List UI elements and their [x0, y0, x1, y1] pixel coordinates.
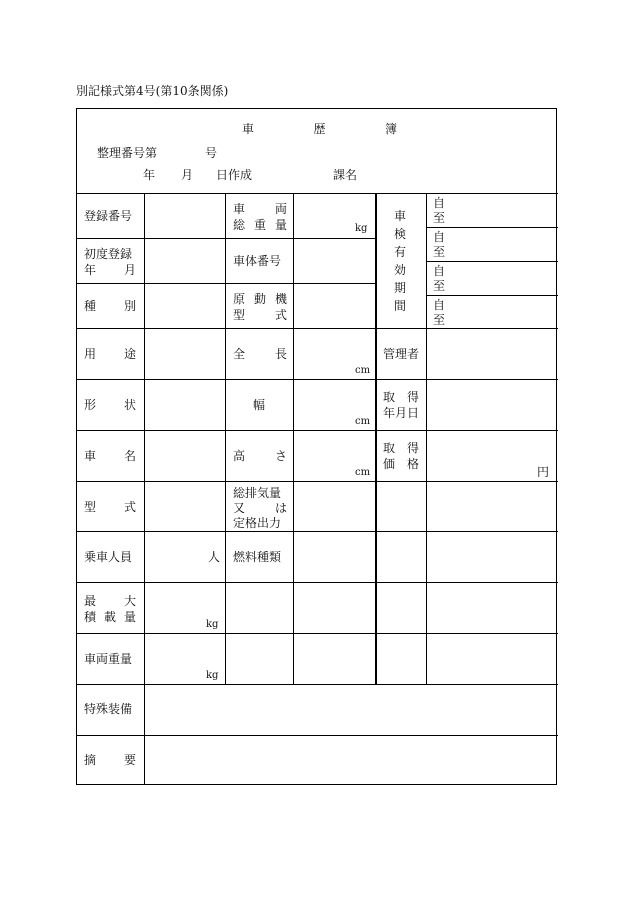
yen-unit: 円 [537, 465, 550, 479]
period-to-label: 至 [433, 211, 446, 225]
period-from-label: 自 [433, 196, 446, 210]
col-line [426, 193, 427, 684]
height-label: 高 さ [233, 449, 287, 463]
width-unit: cm [355, 416, 371, 427]
form-title: 車 歴 簿 [242, 122, 397, 136]
max-load-label-2: 積載量 [84, 610, 145, 624]
management-number-suffix: 号 [205, 146, 218, 160]
row-line [77, 328, 558, 329]
row-line [77, 430, 558, 431]
created-date-label: 日作成 [216, 168, 253, 182]
summary-label: 摘 要 [84, 753, 136, 767]
period-from-label: 自 [433, 264, 446, 278]
first-registration-label-1: 初度登録 [84, 247, 133, 261]
length-label: 全 長 [233, 347, 287, 361]
displacement-label-1: 総排気量 [233, 486, 282, 500]
period-to-label: 至 [433, 313, 446, 327]
height-unit: cm [355, 467, 371, 478]
period-from-label: 自 [433, 298, 446, 312]
form-caption: 別記様式第4号(第10条関係) [76, 84, 229, 98]
car-name-label: 車 名 [84, 449, 136, 463]
use-label: 用 途 [84, 347, 136, 361]
max-load-unit: kg [206, 619, 219, 630]
col-line [293, 193, 294, 684]
motor-type-label-2: 型 式 [233, 308, 287, 322]
max-load-label-1: 最 大 [84, 594, 136, 608]
col-line [144, 193, 145, 784]
model-label: 型 式 [84, 500, 136, 514]
col-line-bold [375, 193, 377, 684]
row-line [426, 227, 558, 228]
row-line [77, 582, 558, 583]
row-line [77, 481, 558, 482]
displacement-label-3: 定格出力 [233, 516, 282, 530]
gross-weight-label-1: 車 両 [233, 202, 287, 216]
manager-label: 管理者 [383, 347, 420, 361]
period-to-label: 至 [433, 279, 446, 293]
management-number-label: 整理番号第 [97, 146, 158, 160]
registration-number-label: 登録番号 [84, 209, 133, 223]
length-unit: cm [355, 365, 371, 376]
row-line [77, 633, 558, 634]
gross-weight-unit: kg [355, 223, 368, 234]
month-label: 月 [181, 168, 194, 182]
vehicle-history-table [76, 108, 557, 785]
period-from-label: 自 [433, 230, 446, 244]
year-label: 年 [143, 168, 156, 182]
acquisition-date-label-1: 取 得 [383, 390, 419, 404]
vehicle-weight-unit: kg [206, 670, 219, 681]
chassis-number-label: 車体番号 [233, 254, 282, 268]
row-line [77, 735, 558, 736]
motor-type-label-1: 原動機 [233, 292, 297, 306]
shape-label: 形 状 [84, 398, 136, 412]
col-line [225, 193, 226, 684]
vehicle-type-label: 種 別 [84, 299, 136, 313]
row-line [77, 238, 377, 239]
fuel-type-label: 燃料種類 [233, 550, 282, 564]
displacement-label-2: 又 は [233, 501, 287, 515]
acquisition-date-label-2: 年月日 [383, 406, 420, 420]
period-to-label: 至 [433, 245, 446, 259]
passenger-capacity-label: 乗車人員 [84, 550, 133, 564]
row-line [77, 283, 377, 284]
header-divider [77, 193, 558, 194]
row-line [77, 379, 558, 380]
passenger-unit: 人 [208, 550, 221, 564]
inspection-period-label: 車 検 有 効 期 間 [394, 209, 407, 313]
vehicle-weight-label: 車両重量 [84, 652, 133, 666]
section-name-label: 課名 [333, 168, 358, 182]
row-line [77, 531, 558, 532]
width-label: 幅 [253, 398, 266, 412]
acquisition-price-label-2: 価 格 [383, 457, 419, 471]
first-registration-label-2: 年 月 [84, 263, 136, 277]
special-equipment-label: 特殊装備 [84, 702, 133, 716]
acquisition-price-label-1: 取 得 [383, 441, 419, 455]
row-line [77, 684, 558, 685]
row-line [426, 295, 558, 296]
gross-weight-label-2: 総重量 [233, 218, 297, 232]
row-line [426, 261, 558, 262]
